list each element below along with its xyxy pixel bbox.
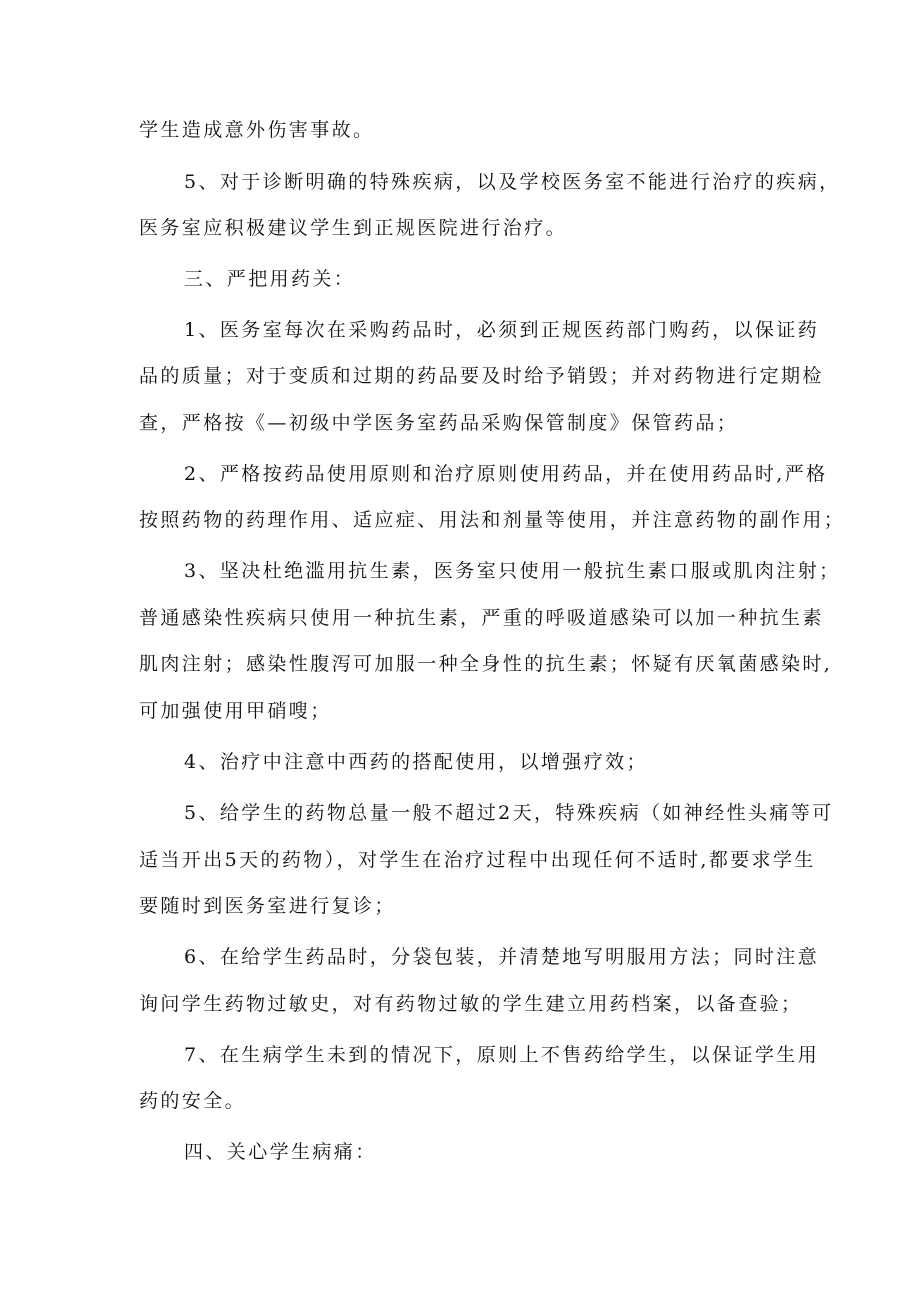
paragraph-line: 查，严格按《—初级中学医务室药品采购保管制度》保管药品； — [139, 412, 739, 434]
paragraph-line: 药的安全。 — [139, 1090, 247, 1112]
paragraph-line: 2、严格按药品使用原则和治疗原则使用药品，并在使用药品时,严格 — [184, 463, 828, 485]
paragraph-line: 要随时到医务室进行复诊； — [139, 895, 396, 917]
paragraph-line: 6、在给学生药品时，分袋包装，并清楚地写明服用方法；同时注意 — [184, 946, 820, 968]
paragraph-line: 7、在生病学生未到的情况下，原则上不售药给学生，以保证学生用 — [184, 1044, 820, 1066]
paragraph-line: 询问学生药物过敏史，对有药物过敏的学生建立用药档案，以备查验； — [139, 993, 803, 1015]
paragraph-line: 4、治疗中注意中西药的搭配使用，以增强疗效； — [184, 751, 648, 773]
section-heading: 三、严把用药关： — [184, 268, 356, 290]
paragraph-line: 适当开出5天的药物），对学生在治疗过程中出现任何不适时,都要求学生 — [139, 849, 816, 871]
paragraph-line: 普通感染性疾病只使用一种抗生素，严重的呼吸道感染可以加一种抗生素 — [139, 607, 824, 629]
paragraph-line: 5、对于诊断明确的特殊疾病，以及学校医务室不能进行治疗的疾病， — [184, 171, 841, 193]
paragraph-line: 1、医务室每次在采购药品时，必须到正规医药部门购药，以保证药 — [184, 319, 820, 341]
section-heading: 四、关心学生病痛： — [184, 1141, 377, 1163]
paragraph-line: 5、给学生的药物总量一般不超过2天，特殊疾病（如神经性头痛等可 — [184, 802, 834, 824]
paragraph-line: 医务室应积极建议学生到正规医院进行治疗。 — [139, 217, 568, 239]
paragraph-line: 可加强使用甲硝嗖； — [139, 700, 332, 722]
paragraph-line: 肌肉注射；感染性腹泻可加服一种全身性的抗生素；怀疑有厌氧菌感染时, — [139, 653, 833, 675]
paragraph-line: 按照药物的药理作用、适应症、用法和剂量等使用，并注意药物的副作用； — [139, 509, 846, 531]
paragraph-line: 品的质量；对于变质和过期的药品要及时给予销毁；并对药物进行定期检 — [139, 365, 824, 387]
paragraph-line: 学生造成意外伤害事故。 — [139, 119, 375, 141]
paragraph-line: 3、坚决杜绝滥用抗生素，医务室只使用一般抗生素口服或肌肉注射； — [184, 560, 841, 582]
